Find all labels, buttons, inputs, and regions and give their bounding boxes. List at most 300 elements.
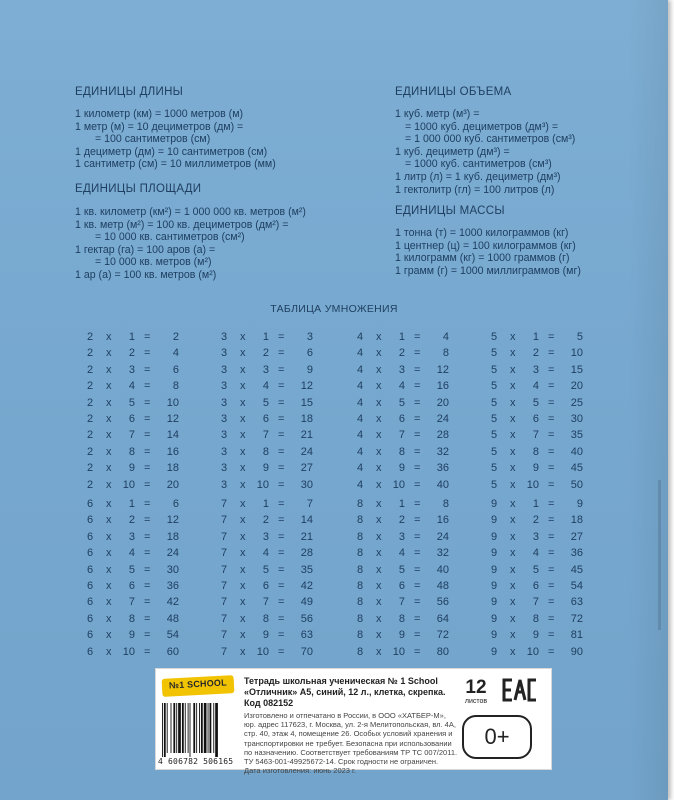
equals-sign: = <box>144 347 151 360</box>
multiplication-row <box>357 413 449 429</box>
equals-sign: = <box>414 331 421 343</box>
multiplication-row <box>357 479 449 495</box>
product: 16 <box>166 445 179 458</box>
equals-sign: = <box>414 547 421 560</box>
multiplier: 7 <box>262 429 269 442</box>
age-rating-badge: 0+ <box>462 715 532 759</box>
multiplication-row <box>357 498 449 514</box>
barcode-bar <box>164 703 166 757</box>
product: 7 <box>306 498 313 510</box>
barcode-bar <box>199 703 200 753</box>
multiplier: 3 <box>532 530 539 543</box>
multiplicand: 7 <box>221 645 228 658</box>
product: 40 <box>436 563 449 576</box>
times-sign: x <box>376 629 382 642</box>
multiplicand: 4 <box>357 396 364 409</box>
multiplier: 2 <box>262 347 269 360</box>
multiplicand: 6 <box>87 498 94 510</box>
multiplication-row <box>87 347 179 363</box>
times-sign: x <box>240 462 246 475</box>
equals-sign: = <box>144 645 151 658</box>
multiplication-row <box>87 613 179 629</box>
multiplier: 3 <box>532 363 539 376</box>
product: 9 <box>576 498 583 510</box>
multiplier: 10 <box>526 645 539 658</box>
equals-sign: = <box>278 498 285 510</box>
length-line: 1 метр (м) = 10 дециметров (дм) = <box>75 120 244 133</box>
multiplier: 4 <box>398 547 405 560</box>
multiplicand: 3 <box>221 462 228 475</box>
equals-sign: = <box>414 579 421 592</box>
equals-sign: = <box>414 530 421 543</box>
multiplier: 1 <box>262 498 269 510</box>
product: 18 <box>570 514 583 527</box>
multiplication-row <box>221 531 313 547</box>
times-sign: x <box>510 563 516 576</box>
volume-lines <box>395 108 575 196</box>
product: 8 <box>442 498 449 510</box>
product: 49 <box>300 596 313 609</box>
product-label <box>155 668 552 776</box>
equals-sign: = <box>548 596 555 609</box>
multiplier: 7 <box>532 429 539 442</box>
multiplicand: 4 <box>357 331 364 343</box>
multiplicand: 2 <box>87 462 94 475</box>
product: 14 <box>166 429 179 442</box>
multiplicand: 2 <box>87 347 94 360</box>
multiplication-row <box>357 429 449 445</box>
times-sign: x <box>240 596 246 609</box>
equals-sign: = <box>144 579 151 592</box>
barcode-number: 4 606782 506165 <box>158 757 234 766</box>
product-code: Код 082152 <box>244 698 294 708</box>
barcode-bar <box>188 703 189 753</box>
multiplier: 5 <box>128 563 135 576</box>
product: 72 <box>436 629 449 642</box>
times-sign: x <box>106 396 112 409</box>
times-sign: x <box>106 445 112 458</box>
equals-sign: = <box>548 530 555 543</box>
product: 30 <box>166 563 179 576</box>
barcode-bar <box>204 703 207 753</box>
times-sign: x <box>106 645 112 658</box>
multiplicand: 8 <box>357 579 364 592</box>
multiplication-table-8 <box>357 498 449 662</box>
multiplicand: 5 <box>491 478 498 491</box>
multiplier: 4 <box>398 380 405 393</box>
multiplicand: 3 <box>221 380 228 393</box>
product: 6 <box>306 347 313 360</box>
equals-sign: = <box>278 579 285 592</box>
product: 6 <box>172 498 179 510</box>
multiplication-row <box>491 514 583 530</box>
length-line: 1 дециметр (дм) = 10 сантиметров (см) <box>75 145 268 158</box>
equals-sign: = <box>278 462 285 475</box>
multiplicand: 5 <box>491 331 498 343</box>
times-sign: x <box>106 547 112 560</box>
multiplicand: 8 <box>357 530 364 543</box>
multiplication-table-2 <box>87 331 179 495</box>
times-sign: x <box>376 579 382 592</box>
equals-sign: = <box>278 563 285 576</box>
times-sign: x <box>106 412 112 425</box>
times-sign: x <box>510 363 516 376</box>
product: 63 <box>570 596 583 609</box>
multiplier: 8 <box>532 612 539 625</box>
multiplicand: 2 <box>87 331 94 343</box>
product: 42 <box>300 579 313 592</box>
barcode-bar <box>210 703 212 753</box>
multiplication-row <box>87 564 179 580</box>
equals-sign: = <box>278 429 285 442</box>
times-sign: x <box>510 629 516 642</box>
multiplier: 2 <box>398 347 405 360</box>
product: 24 <box>166 547 179 560</box>
multiplicand: 8 <box>357 612 364 625</box>
multiplier: 5 <box>128 396 135 409</box>
product: 64 <box>436 612 449 625</box>
multiplicand: 3 <box>221 478 228 491</box>
multiplicand: 2 <box>87 412 94 425</box>
product: 36 <box>166 579 179 592</box>
product: 35 <box>300 563 313 576</box>
product: 28 <box>300 547 313 560</box>
multiplier: 7 <box>262 596 269 609</box>
fine-line: стр. 40, этаж 4, помещение 26. Особых условий хранения и <box>244 729 453 739</box>
barcode-bar <box>171 703 172 753</box>
times-sign: x <box>106 629 112 642</box>
equals-sign: = <box>414 429 421 442</box>
multiplication-row <box>491 580 583 596</box>
times-sign: x <box>240 347 246 360</box>
equals-sign: = <box>144 412 151 425</box>
multiplication-row <box>87 462 179 478</box>
times-sign: x <box>376 478 382 491</box>
multiplier: 8 <box>262 445 269 458</box>
times-sign: x <box>240 412 246 425</box>
multiplication-row <box>357 564 449 580</box>
multiplicand: 3 <box>221 347 228 360</box>
multiplication-row <box>491 629 583 645</box>
area-lines <box>75 206 306 282</box>
cover-crease <box>658 480 661 630</box>
volume-line: 1 куб. дециметр (дм³) = <box>395 145 510 158</box>
multiplication-row <box>221 596 313 612</box>
equals-sign: = <box>278 478 285 491</box>
equals-sign: = <box>414 612 421 625</box>
area-title: ЕДИНИЦЫ ПЛОЩАДИ <box>75 183 202 195</box>
times-sign: x <box>510 612 516 625</box>
multiplicand: 6 <box>87 547 94 560</box>
multiplier: 6 <box>262 579 269 592</box>
product: 10 <box>570 347 583 360</box>
product: 45 <box>570 462 583 475</box>
multiplication-row <box>87 547 179 563</box>
product: 27 <box>570 530 583 543</box>
multiplier: 4 <box>532 547 539 560</box>
times-sign: x <box>376 412 382 425</box>
multiplication-row <box>357 380 449 396</box>
equals-sign: = <box>414 347 421 360</box>
multiplier: 10 <box>256 645 269 658</box>
barcode-bar <box>173 703 175 753</box>
product: 16 <box>436 380 449 393</box>
multiplicand: 2 <box>87 445 94 458</box>
multiplicand: 7 <box>221 530 228 543</box>
multiplier: 3 <box>128 530 135 543</box>
multiplicand: 5 <box>491 445 498 458</box>
product: 42 <box>166 596 179 609</box>
multiplier: 2 <box>262 514 269 527</box>
multiplier: 8 <box>398 612 405 625</box>
multiplier: 1 <box>398 498 405 510</box>
fine-line: ТУ 5463-001-49925672-14. Срок годности не ограничен. <box>244 757 439 767</box>
multiplicand: 8 <box>357 629 364 642</box>
product: 30 <box>570 412 583 425</box>
multiplication-row <box>491 547 583 563</box>
multiplicand: 5 <box>491 429 498 442</box>
equals-sign: = <box>144 445 151 458</box>
multiplicand: 2 <box>87 380 94 393</box>
multiplier: 2 <box>532 347 539 360</box>
product: 12 <box>300 380 313 393</box>
multiplier: 8 <box>128 612 135 625</box>
times-sign: x <box>106 331 112 343</box>
times-sign: x <box>240 530 246 543</box>
product-description <box>244 676 446 709</box>
multiplication-row <box>87 397 179 413</box>
multiplication-row <box>221 580 313 596</box>
multiplicand: 4 <box>357 429 364 442</box>
multiplication-row <box>221 462 313 478</box>
equals-sign: = <box>144 396 151 409</box>
multiplier: 9 <box>262 462 269 475</box>
times-sign: x <box>376 347 382 360</box>
equals-sign: = <box>144 380 151 393</box>
product: 12 <box>166 514 179 527</box>
multiplicand: 2 <box>87 429 94 442</box>
brand-logo <box>162 675 235 697</box>
times-sign: x <box>240 514 246 527</box>
multiplicand: 6 <box>87 612 94 625</box>
multiplier: 9 <box>128 629 135 642</box>
volume-line: = 1000 куб. дециметров (дм³) = <box>405 120 559 133</box>
multiplier: 6 <box>128 579 135 592</box>
brand-logo-text: №1 SCHOOL <box>168 677 228 691</box>
barcode-bar <box>215 703 218 757</box>
product: 50 <box>570 478 583 491</box>
equals-sign: = <box>278 596 285 609</box>
volume-line: 1 литр (л) = 1 куб. дециметр (дм³) <box>395 170 561 183</box>
multiplier: 9 <box>398 462 405 475</box>
multiplicand: 7 <box>221 514 228 527</box>
multiplicand: 6 <box>87 645 94 658</box>
multiplier: 1 <box>398 331 405 343</box>
multiplicand: 4 <box>357 380 364 393</box>
times-sign: x <box>376 363 382 376</box>
times-sign: x <box>376 380 382 393</box>
product: 4 <box>172 347 179 360</box>
equals-sign: = <box>414 629 421 642</box>
multiplier: 3 <box>128 363 135 376</box>
multiplication-row <box>357 462 449 478</box>
product: 63 <box>300 629 313 642</box>
multiplication-row <box>491 331 583 347</box>
times-sign: x <box>376 429 382 442</box>
multiplicand: 6 <box>87 596 94 609</box>
equals-sign: = <box>278 645 285 658</box>
equals-sign: = <box>278 412 285 425</box>
multiplication-row <box>357 547 449 563</box>
equals-sign: = <box>144 547 151 560</box>
multiplication-row <box>491 413 583 429</box>
multiplier: 8 <box>128 445 135 458</box>
area-line: = 10 000 кв. сантиметров (см²) <box>95 231 245 244</box>
multiplicand: 3 <box>221 396 228 409</box>
product: 8 <box>172 380 179 393</box>
equals-sign: = <box>548 429 555 442</box>
multiplicand: 9 <box>491 645 498 658</box>
product: 14 <box>300 514 313 527</box>
fine-line: по назначению. Соответствует требованиям ТР ТС 007/2011. <box>244 747 458 757</box>
product: 9 <box>306 363 313 376</box>
product: 8 <box>442 347 449 360</box>
multiplication-row <box>221 364 313 380</box>
product: 21 <box>300 429 313 442</box>
product: 35 <box>570 429 583 442</box>
equals-sign: = <box>278 347 285 360</box>
product: 21 <box>300 530 313 543</box>
multiplication-row <box>87 646 179 662</box>
multiplier: 1 <box>128 331 135 343</box>
times-sign: x <box>376 563 382 576</box>
product: 72 <box>570 612 583 625</box>
mass-line: 1 центнер (ц) = 100 килограммов (кг) <box>395 239 576 252</box>
times-sign: x <box>510 462 516 475</box>
multiplication-row <box>357 629 449 645</box>
product: 25 <box>570 396 583 409</box>
multiplier: 6 <box>128 412 135 425</box>
equals-sign: = <box>278 612 285 625</box>
multiplicand: 6 <box>87 514 94 527</box>
multiplier: 9 <box>398 629 405 642</box>
product: 2 <box>172 331 179 343</box>
times-sign: x <box>106 363 112 376</box>
multiplicand: 5 <box>491 396 498 409</box>
fine-line: Изготовлено и отпечатано в России, в ООО «ХАТБЕР-М», <box>244 711 446 720</box>
equals-sign: = <box>278 530 285 543</box>
equals-sign: = <box>278 396 285 409</box>
multiplication-row <box>491 380 583 396</box>
product-line: Тетрадь школьная ученическая № 1 School <box>244 676 438 686</box>
times-sign: x <box>106 530 112 543</box>
times-sign: x <box>376 547 382 560</box>
equals-sign: = <box>414 363 421 376</box>
product: 24 <box>436 412 449 425</box>
multiplicand: 3 <box>221 412 228 425</box>
multiplier: 7 <box>128 596 135 609</box>
times-sign: x <box>240 563 246 576</box>
multiplier: 6 <box>532 412 539 425</box>
product: 54 <box>166 629 179 642</box>
multiplier: 7 <box>128 429 135 442</box>
multiplicand: 8 <box>357 547 364 560</box>
equals-sign: = <box>414 563 421 576</box>
multiplier: 7 <box>532 596 539 609</box>
multiplication-row <box>221 498 313 514</box>
equals-sign: = <box>548 579 555 592</box>
multiplication-row <box>357 514 449 530</box>
multiplication-row <box>221 331 313 347</box>
multiplication-row <box>491 646 583 662</box>
multiplication-row <box>357 347 449 363</box>
multiplier: 1 <box>128 498 135 510</box>
multiplier: 5 <box>262 396 269 409</box>
multiplicand: 8 <box>357 645 364 658</box>
times-sign: x <box>376 331 382 343</box>
product: 36 <box>436 462 449 475</box>
product: 81 <box>570 629 583 642</box>
equals-sign: = <box>414 645 421 658</box>
barcode-bar <box>213 703 214 753</box>
multiplication-row <box>491 479 583 495</box>
equals-sign: = <box>548 380 555 393</box>
times-sign: x <box>240 363 246 376</box>
multiplier: 3 <box>262 363 269 376</box>
multiplicand: 6 <box>87 563 94 576</box>
equals-sign: = <box>278 547 285 560</box>
multiplier: 7 <box>398 429 405 442</box>
multiplier: 10 <box>122 478 135 491</box>
multiplicand: 9 <box>491 596 498 609</box>
multiplier: 10 <box>256 478 269 491</box>
multiplicand: 4 <box>357 412 364 425</box>
multiplicand: 7 <box>221 547 228 560</box>
multiplier: 1 <box>262 331 269 343</box>
times-sign: x <box>510 380 516 393</box>
product-line: «Отличник» А5, синий, 12 л., клетка, скрепка. <box>244 687 446 697</box>
multiplication-row <box>491 429 583 445</box>
times-sign: x <box>240 445 246 458</box>
multiplication-row <box>87 364 179 380</box>
times-sign: x <box>510 396 516 409</box>
product: 54 <box>570 579 583 592</box>
multiplicand: 2 <box>87 396 94 409</box>
multiplication-row <box>87 446 179 462</box>
multiplicand: 9 <box>491 629 498 642</box>
multiplication-row <box>221 629 313 645</box>
equals-sign: = <box>414 396 421 409</box>
times-sign: x <box>106 380 112 393</box>
mass-line: 1 тонна (т) = 1000 килограммов (кг) <box>395 227 569 239</box>
multiplicand: 2 <box>87 363 94 376</box>
product: 56 <box>300 612 313 625</box>
multiplicand: 5 <box>491 363 498 376</box>
multiplier: 9 <box>532 629 539 642</box>
multiplier: 4 <box>532 380 539 393</box>
equals-sign: = <box>144 629 151 642</box>
mass-line: 1 килограмм (кг) = 1000 граммов (г) <box>395 252 570 265</box>
volume-line: 1 гектолитр (гл) = 100 литров (л) <box>395 183 555 196</box>
times-sign: x <box>240 498 246 510</box>
multiplier: 4 <box>128 380 135 393</box>
multiplication-row <box>357 397 449 413</box>
area-line: 1 гектар (га) = 100 аров (а) = <box>75 243 216 256</box>
equals-sign: = <box>144 596 151 609</box>
product: 28 <box>436 429 449 442</box>
multiplication-row <box>221 479 313 495</box>
multiplicand: 8 <box>357 498 364 510</box>
